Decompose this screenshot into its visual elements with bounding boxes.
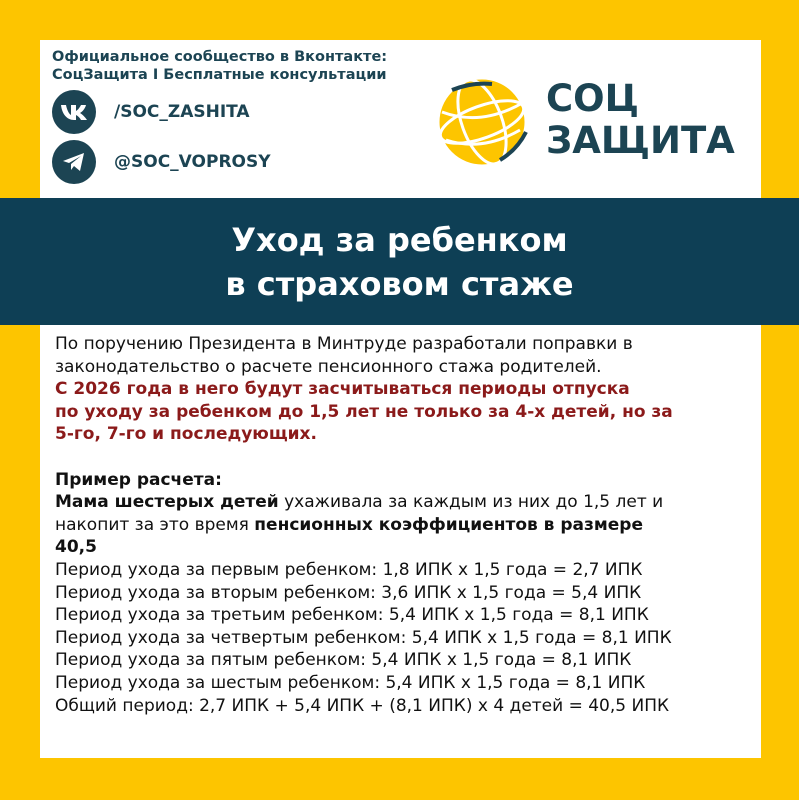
calc-line: Период ухода за шестым ребенком: 5,4 ИПК x 1,5 года = 8,1 ИПК [55, 672, 646, 693]
example-rest: ухаживала за каждым из них до 1,5 лет и [278, 492, 664, 513]
globe-logo-icon [432, 72, 532, 172]
calc-line: Период ухода за третьим ребенком: 5,4 ИПК x 1,5 года = 8,1 ИПК [55, 605, 649, 626]
example-bold: Мама шестерых детей [55, 492, 279, 513]
highlight-text: 5-го, 7-го и последующих. [55, 424, 317, 445]
community-line: СоцЗащита I Бесплатные консультации [52, 67, 387, 83]
brand-line: ЗАЩИТА [546, 119, 735, 162]
example-text [55, 514, 755, 537]
intro-text: По поручению Президента в Минтруде разработали поправки в [55, 334, 633, 354]
title-banner [0, 198, 799, 325]
vk-handle: /SOC_ZASHITA [114, 102, 250, 122]
example-start: накопит за это время [55, 514, 255, 535]
article-body [55, 333, 755, 717]
content-card [40, 40, 761, 758]
calc-line: Период ухода за пятым ребенком: 5,4 ИПК x 1,5 года = 8,1 ИПК [55, 650, 632, 671]
brand-line: СОЦ [546, 77, 639, 120]
banner-title-line: в страховом стаже [225, 265, 574, 303]
spacer [55, 446, 755, 469]
example-bold: пенсионных коэффициентов в размере [254, 514, 643, 535]
intro-text: законодательство о расчете пенсионного стажа родителей. [55, 356, 602, 377]
telegram-icon [52, 140, 96, 184]
example-value: 40,5 [55, 537, 97, 558]
calc-line: Период ухода за первым ребенком: 1,8 ИПК x 1,5 года = 2,7 ИПК [55, 559, 643, 580]
header [40, 40, 761, 198]
highlight-text: С 2026 года в него будут засчитываться периоды отпуска [55, 379, 630, 400]
calc-line: Период ухода за четвертым ребенком: 5,4 ИПК x 1,5 года = 8,1 ИПК [55, 627, 672, 648]
brand-name [546, 78, 735, 162]
vk-icon [52, 90, 96, 134]
calc-line: Период ухода за вторым ребенком: 3,6 ИПК x 1,5 года = 5,4 ИПК [55, 582, 642, 603]
telegram-link[interactable] [52, 140, 271, 184]
community-line: Официальное сообщество в Вконтакте: [52, 49, 388, 65]
telegram-handle: @SOC_VOPROSY [114, 152, 271, 172]
banner-title-line: Уход за ребенком [231, 221, 568, 259]
community-info [52, 48, 387, 84]
calc-line: Общий период: 2,7 ИПК + 5,4 ИПК + (8,1 ИПК) х 4 детей = 40,5 ИПК [55, 695, 670, 716]
vk-link[interactable] [52, 90, 250, 134]
example-text [55, 491, 755, 514]
example-heading: Пример расчета: [55, 469, 222, 490]
highlight-text: по уходу за ребенком до 1,5 лет не только за 4-х детей, но за [55, 401, 673, 422]
